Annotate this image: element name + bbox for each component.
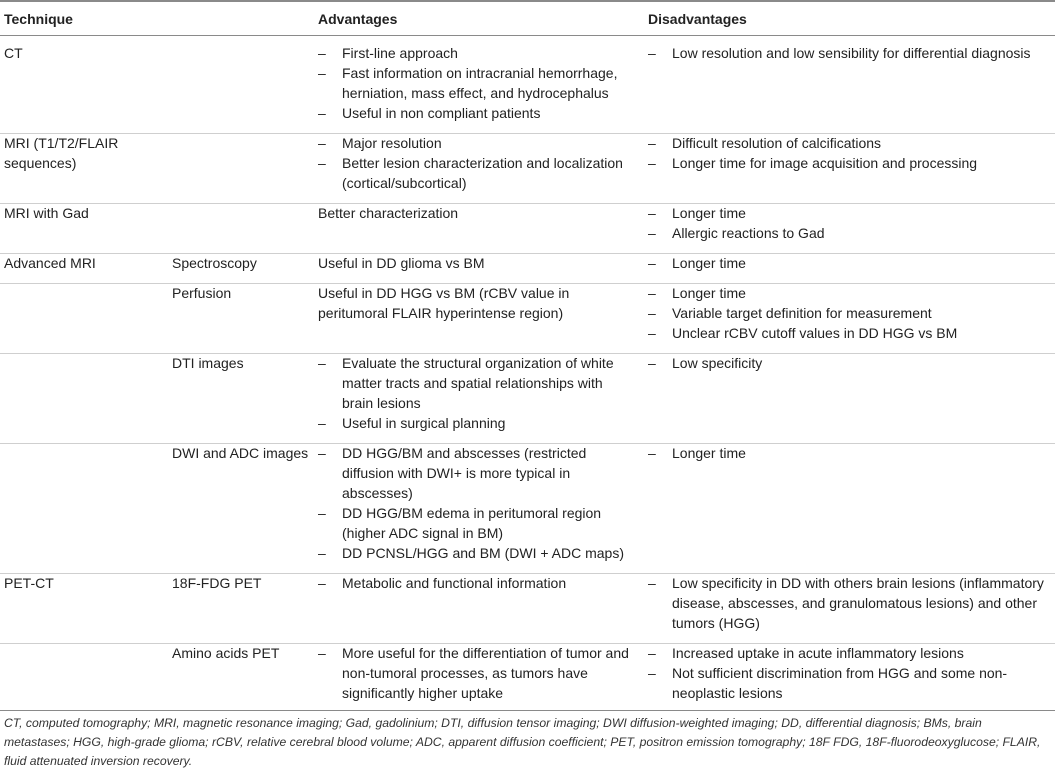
list-item-text: Major resolution (342, 135, 442, 151)
cell-advantages (318, 573, 633, 593)
list-item (318, 153, 633, 193)
bullet-list (318, 573, 633, 593)
list-item-text: Increased uptake in acute inflammatory lesions (672, 645, 964, 661)
cell-disadvantages (648, 203, 1048, 243)
cell-disadvantages (648, 353, 1048, 373)
bullet-list (648, 133, 1048, 173)
list-item-text: Longer time (672, 285, 746, 301)
bullet-list (318, 43, 633, 123)
list-item (648, 223, 1048, 243)
list-item (318, 353, 633, 413)
list-item (648, 663, 1048, 703)
list-item-text: Longer time (672, 255, 746, 271)
dash-bullet: – (648, 575, 656, 591)
header-disadvantages: Disadvantages (648, 11, 747, 27)
list-item-text: Difficult resolution of calcifications (672, 135, 882, 151)
dash-bullet: – (318, 445, 326, 461)
list-item (318, 133, 633, 153)
table-row (0, 643, 1055, 711)
list-item-text: Evaluate the structural organization of white matter tracts and spatial relationships with brain lesions (342, 355, 614, 411)
table-row (0, 43, 1055, 134)
cell-subtechnique (172, 443, 312, 463)
dash-bullet: – (648, 135, 656, 151)
list-item-text: Variable target definition for measurement (672, 305, 932, 321)
dash-bullet: – (318, 645, 326, 661)
advantages-text: Useful in DD glioma vs BM (318, 255, 485, 271)
dash-bullet: – (648, 665, 656, 681)
list-item-text: Low specificity (672, 355, 763, 371)
table-header (0, 0, 1055, 36)
dash-bullet: – (318, 575, 326, 591)
bullet-list (318, 443, 633, 563)
dash-bullet: – (648, 255, 656, 271)
bullet-list (318, 133, 633, 193)
cell-disadvantages (648, 573, 1048, 633)
subtechnique-label: DWI and ADC images (172, 445, 309, 461)
cell-technique (4, 203, 164, 223)
subtechnique-label: Perfusion (172, 285, 232, 301)
list-item (648, 443, 1048, 463)
cell-subtechnique (172, 283, 312, 303)
dash-bullet: – (648, 285, 656, 301)
bullet-list (648, 203, 1048, 243)
list-item (318, 573, 633, 593)
list-item-text: Low specificity in DD with others brain lesions (inflammatory disease, abscesses, and granulomatous lesions) and other tumors (HGG) (672, 575, 1044, 631)
dash-bullet: – (318, 415, 326, 431)
list-item (648, 253, 1048, 273)
dash-bullet: – (648, 155, 656, 171)
dash-bullet: – (648, 355, 656, 371)
list-item (648, 323, 1048, 343)
list-item-text: Better lesion characterization and localization (cortical/subcortical) (342, 155, 623, 191)
list-item (648, 643, 1048, 663)
technique-label: MRI with Gad (4, 205, 89, 221)
list-item (648, 573, 1048, 633)
list-item (318, 503, 633, 543)
dash-bullet: – (318, 355, 326, 371)
bullet-list (648, 643, 1048, 703)
table-row (0, 133, 1055, 204)
bullet-list (648, 443, 1048, 463)
technique-label: PET-CT (4, 575, 54, 591)
cell-disadvantages (648, 133, 1048, 173)
dash-bullet: – (648, 225, 656, 241)
technique-label: MRI (T1/T2/FLAIR sequences) (4, 135, 119, 171)
list-item (648, 133, 1048, 153)
cell-advantages (318, 253, 633, 273)
list-item (318, 443, 633, 503)
list-item (318, 103, 633, 123)
list-item-text: Useful in surgical planning (342, 415, 506, 431)
bullet-list (648, 43, 1048, 63)
list-item-text: Not sufficient discrimination from HGG and some non-neoplastic lesions (672, 665, 1008, 701)
list-item (648, 283, 1048, 303)
dash-bullet: – (318, 65, 326, 81)
table-row (0, 353, 1055, 444)
bullet-list (648, 253, 1048, 273)
list-item (648, 303, 1048, 323)
table-row (0, 283, 1055, 354)
list-item-text: Useful in non compliant patients (342, 105, 541, 121)
dash-bullet: – (318, 105, 326, 121)
list-item-text: Longer time for image acquisition and processing (672, 155, 978, 171)
bullet-list (648, 353, 1048, 373)
cell-advantages (318, 643, 633, 703)
dash-bullet: – (318, 545, 326, 561)
bullet-list (648, 283, 1048, 343)
technique-label: CT (4, 45, 23, 61)
dash-bullet: – (648, 645, 656, 661)
subtechnique-label: Amino acids PET (172, 645, 280, 661)
table-row (0, 203, 1055, 254)
dash-bullet: – (318, 135, 326, 151)
cell-disadvantages (648, 253, 1048, 273)
list-item-text: DD HGG/BM and abscesses (restricted diffusion with DWI+ is more typical in abscesses) (342, 445, 587, 501)
list-item-text: Metabolic and functional information (342, 575, 567, 591)
list-item-text: DD HGG/BM edema in peritumoral region (higher ADC signal in BM) (342, 505, 602, 541)
cell-technique (4, 253, 164, 273)
table-row (0, 253, 1055, 284)
list-item (648, 353, 1048, 373)
dash-bullet: – (318, 155, 326, 171)
list-item (318, 643, 633, 703)
cell-advantages (318, 133, 633, 193)
dash-bullet: – (318, 45, 326, 61)
list-item (318, 413, 633, 433)
cell-technique (4, 43, 164, 63)
bullet-list (318, 353, 633, 433)
list-item-text: Low resolution and low sensibility for differential diagnosis (672, 45, 1031, 61)
list-item (648, 203, 1048, 223)
cell-advantages (318, 443, 633, 563)
table-row (0, 443, 1055, 574)
cell-advantages (318, 283, 633, 323)
header-advantages: Advantages (318, 11, 398, 27)
dash-bullet: – (648, 445, 656, 461)
advantages-text: Better characterization (318, 205, 459, 221)
list-item (318, 543, 633, 563)
table-row (0, 573, 1055, 644)
bullet-list (318, 643, 633, 703)
dash-bullet: – (648, 45, 656, 61)
cell-advantages (318, 203, 633, 223)
cell-subtechnique (172, 253, 312, 273)
header-technique: Technique (4, 11, 73, 27)
advantages-text: Useful in DD HGG vs BM (rCBV value in peritumoral FLAIR hyperintense region) (318, 285, 570, 321)
subtechnique-label: DTI images (172, 355, 244, 371)
cell-disadvantages (648, 443, 1048, 463)
table-footnote: CT, computed tomography; MRI, magnetic resonance imaging; Gad, gadolinium; DTI, diffusion tensor imaging; DWI diffusion-weighted imaging; DD, differential diagnosis; BMs, brain metastases; HGG, high-grade glioma; rCBV, relative cerebral blood volume; ADC, apparent diffusion coefficient; PET, positron emission tomography; 18F FDG, 18F-fluorodeoxyglucose; FLAIR, fluid attenuated inversion recovery. (4, 716, 1041, 768)
subtechnique-label: 18F-FDG PET (172, 575, 262, 591)
bullet-list (648, 573, 1048, 633)
cell-disadvantages (648, 643, 1048, 703)
list-item-text: Longer time (672, 205, 746, 221)
cell-subtechnique (172, 353, 312, 373)
cell-technique (4, 573, 164, 593)
cell-advantages (318, 353, 633, 433)
subtechnique-label: Spectroscopy (172, 255, 257, 271)
dash-bullet: – (648, 205, 656, 221)
dash-bullet: – (318, 505, 326, 521)
dash-bullet: – (648, 325, 656, 341)
dash-bullet: – (648, 305, 656, 321)
list-item-text: Allergic reactions to Gad (672, 225, 825, 241)
list-item-text: Unclear rCBV cutoff values in DD HGG vs BM (672, 325, 958, 341)
technique-label: Advanced MRI (4, 255, 96, 271)
list-item (648, 43, 1048, 63)
list-item-text: DD PCNSL/HGG and BM (DWI + ADC maps) (342, 545, 625, 561)
list-item-text: More useful for the differentiation of tumor and non-tumoral processes, as tumors have significantly higher uptake (342, 645, 629, 701)
list-item-text: First-line approach (342, 45, 458, 61)
cell-technique (4, 133, 164, 173)
cell-disadvantages (648, 43, 1048, 63)
cell-subtechnique (172, 573, 312, 593)
list-item (318, 63, 633, 103)
list-item (648, 153, 1048, 173)
cell-advantages (318, 43, 633, 123)
list-item (318, 43, 633, 63)
list-item-text: Fast information on intracranial hemorrhage, herniation, mass effect, and hydrocephalus (342, 65, 618, 101)
cell-disadvantages (648, 283, 1048, 343)
list-item-text: Longer time (672, 445, 746, 461)
cell-subtechnique (172, 643, 312, 663)
